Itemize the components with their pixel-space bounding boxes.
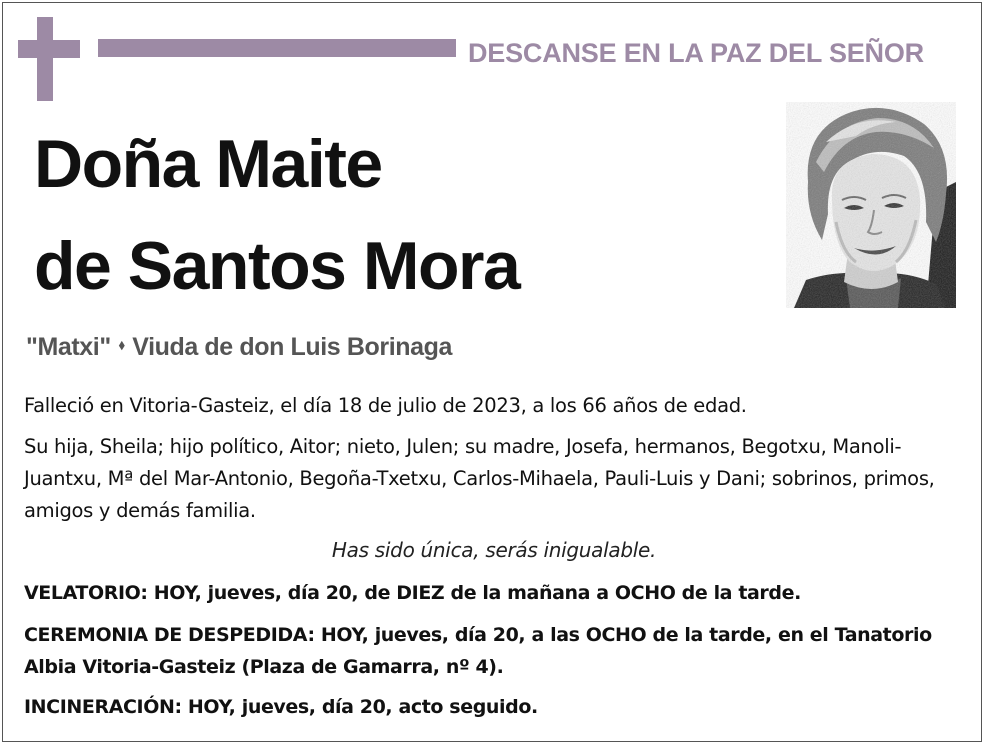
ceremony-info: CEREMONIA DE DESPEDIDA: HOY, jueves, día 20, a las OCHO de la tarde, en el Tanatorio Albia Vitoria-Gasteiz (Plaza de Gamarra, nº 4). [24,624,932,678]
diamond-separator-icon: ⬧ [118,337,125,353]
widow-of: Viuda de don Luis Borinaga [132,333,452,361]
nickname: "Matxi" [26,333,111,361]
wake-info: VELATORIO: HOY, jueves, día 20, de DIEZ de la mañana a OCHO de la tarde. [24,582,801,604]
deceased-name-line2: de Santos Mora [34,228,520,304]
header-bar [98,39,456,57]
subtitle [26,330,452,365]
portrait-photo [786,102,956,308]
family-list: Su hija, Sheila; hijo político, Aitor; nieto, Julen; su madre, Josefa, hermanos, Begotxu, Manoli-Juantxu, Mª del Mar-Antonio, Begoña-Txetxu, Carlos-Mihaela, Pauli-Luis y Dani; sobrinos, primos, amigos y demás familia. [24,435,935,522]
cremation-info: INCINERACIÓN: HOY, jueves, día 20, acto seguido. [24,696,538,718]
header-phrase: DESCANSE EN LA PAZ DEL SEÑOR [468,38,924,68]
deceased-name-line1: Doña Maite [34,126,382,202]
death-notice: Falleció en Vitoria-Gasteiz, el día 18 de julio de 2023, a los 66 años de edad. [24,394,747,417]
cross-icon [37,17,53,101]
memorial-quote: Has sido única, serás inigualable. [331,538,657,562]
cross-icon-arm [18,40,80,58]
